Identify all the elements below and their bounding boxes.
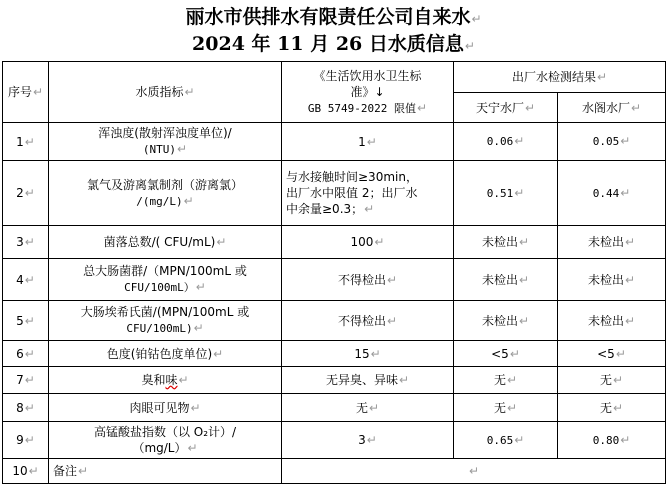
cell-indicator: 肉眼可见物↵	[49, 394, 282, 422]
table-row	[3, 226, 666, 259]
cell-limit: 15↵	[282, 341, 454, 367]
table-header-row	[3, 62, 666, 93]
cell-indicator: 大肠埃希氏菌/(MPN/100mL 或 CFU/100mL)↵	[49, 301, 282, 341]
cell-no: 4↵	[3, 259, 49, 301]
cell-no: 8↵	[3, 394, 49, 422]
paragraph-mark-icon: ↵	[471, 12, 482, 26]
cell-limit: 1↵	[282, 123, 454, 161]
cell-no: 1↵	[3, 123, 49, 161]
cell-plant2: 无↵	[558, 394, 666, 422]
cell-plant1: 未检出↵	[454, 301, 558, 341]
table-row	[3, 259, 666, 301]
cell-plant2: 未检出↵	[558, 259, 666, 301]
cell-plant2: <5↵	[558, 341, 666, 367]
cell-indicator: 高锰酸盐指数（以 O₂计）/ （mg/L）↵	[49, 422, 282, 459]
header-standard: 《生活饮用水卫生标 准》↓ GB 5749-2022 限值↵	[282, 62, 454, 123]
cell-limit: 无↵	[282, 394, 454, 422]
cell-indicator: 色度(铂钴色度单位)↵	[49, 341, 282, 367]
cell-no: 10↵	[3, 459, 49, 484]
cell-remarks-label: 备注↵	[49, 459, 282, 484]
cell-limit: 与水接触时间≥30min， 出厂水中限值 2；出厂水 中余量≥0.3；↵	[282, 161, 454, 226]
header-plant1: 天宁水厂↵	[454, 93, 558, 123]
table-row	[3, 422, 666, 459]
header-plant2: 水阁水厂↵	[558, 93, 666, 123]
cell-plant1: 0.06↵	[454, 123, 558, 161]
table-row-remarks	[3, 459, 666, 484]
cell-no: 7↵	[3, 367, 49, 394]
cell-indicator: 菌落总数/( CFU/mL)↵	[49, 226, 282, 259]
cell-indicator: 浑浊度(散射浑浊度单位)/ (NTU)↵	[49, 123, 282, 161]
table-row	[3, 301, 666, 341]
cell-remarks-content: ↵	[282, 459, 666, 484]
cell-indicator: 臭和味↵	[49, 367, 282, 394]
cell-plant1: 0.51↵	[454, 161, 558, 226]
cell-plant2: 0.05↵	[558, 123, 666, 161]
cell-plant2: 0.44↵	[558, 161, 666, 226]
document-title-line1: 丽水市供排水有限责任公司自来水↵	[185, 6, 482, 28]
cell-limit: 不得检出↵	[282, 259, 454, 301]
table-row	[3, 341, 666, 367]
cell-limit: 不得检出↵	[282, 301, 454, 341]
cell-indicator: 总大肠菌群/（MPN/100mL 或 CFU/100mL）↵	[49, 259, 282, 301]
header-no: 序号↵	[3, 62, 49, 123]
cell-limit: 100↵	[282, 226, 454, 259]
cell-plant1: 未检出↵	[454, 259, 558, 301]
water-quality-table	[2, 61, 666, 484]
cell-plant2: 无↵	[558, 367, 666, 394]
cell-no: 9↵	[3, 422, 49, 459]
cell-plant1: 无↵	[454, 367, 558, 394]
header-indicator: 水质指标↵	[49, 62, 282, 123]
table-row	[3, 394, 666, 422]
cell-plant1: <5↵	[454, 341, 558, 367]
table-row	[3, 161, 666, 226]
cell-plant2: 0.80↵	[558, 422, 666, 459]
cell-limit: 3↵	[282, 422, 454, 459]
header-results-group: 出厂水检测结果↵	[454, 62, 666, 93]
cell-no: 6↵	[3, 341, 49, 367]
cell-plant1: 未检出↵	[454, 226, 558, 259]
cell-indicator: 氯气及游离氯制剂（游离氯） /(mg/L)↵	[49, 161, 282, 226]
cell-no: 2↵	[3, 161, 49, 226]
cell-plant2: 未检出↵	[558, 226, 666, 259]
cell-no: 3↵	[3, 226, 49, 259]
cell-plant2: 未检出↵	[558, 301, 666, 341]
cell-plant1: 0.65↵	[454, 422, 558, 459]
cell-no: 5↵	[3, 301, 49, 341]
cell-limit: 无异臭、异味↵	[282, 367, 454, 394]
cell-plant1: 无↵	[454, 394, 558, 422]
table-row	[3, 123, 666, 161]
table-row	[3, 367, 666, 394]
document-title-line2: 2024 年 11 月 26 日水质信息↵	[192, 33, 475, 55]
paragraph-mark-icon: ↵	[464, 39, 475, 53]
